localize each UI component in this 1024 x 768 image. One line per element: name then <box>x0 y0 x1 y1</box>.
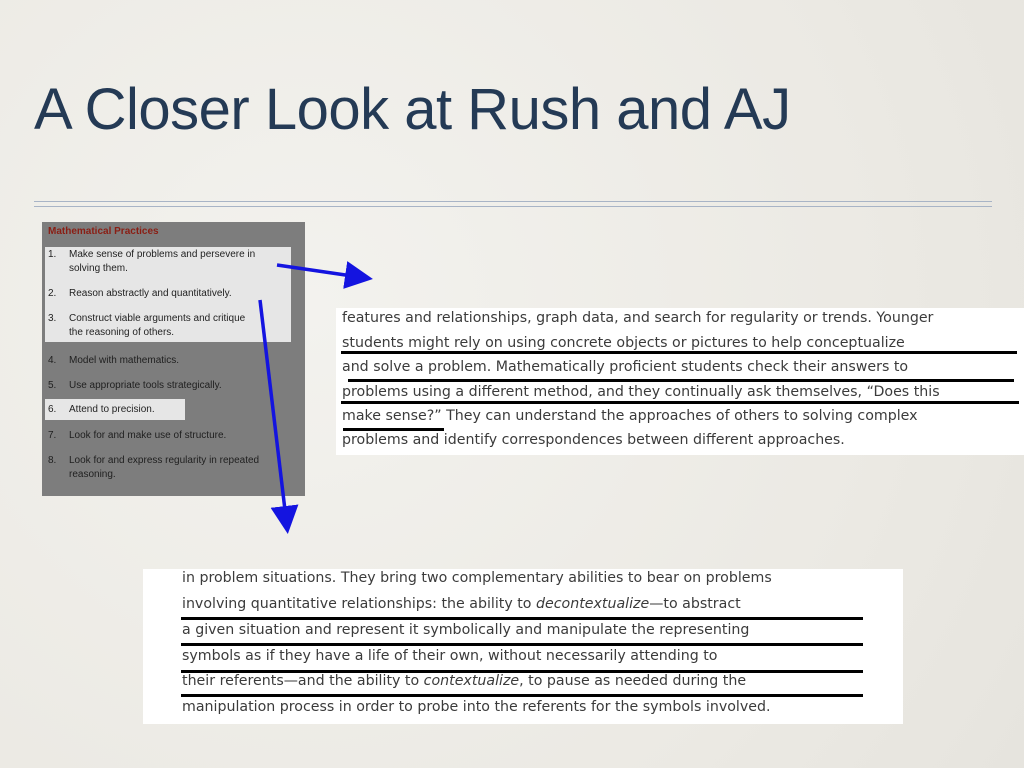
slide-title: A Closer Look at Rush and AJ <box>34 77 791 142</box>
practice-number: 2. <box>48 288 57 299</box>
practice-text-line: Look for and express regularity in repeated <box>69 455 260 466</box>
arrow-to-excerpt-2 <box>260 300 287 527</box>
practice-text-line: Construct viable arguments and critique <box>69 313 246 324</box>
practices-heading: Mathematical Practices <box>48 226 159 237</box>
practice-number: 1. <box>48 249 57 260</box>
excerpt-italic-term: decontextualize <box>536 596 650 612</box>
excerpt-line: make sense?” They can understand the approaches of others to solving complex <box>342 408 918 424</box>
practice-text-line: Make sense of problems and persevere in <box>69 249 256 260</box>
practice-number: 4. <box>48 355 57 366</box>
practice-number: 6. <box>48 404 57 415</box>
excerpt-line: symbols as if they have a life of their own, without necessarily attending to <box>182 648 718 664</box>
excerpt-line: in problem situations. They bring two complementary abilities to bear on problems <box>182 570 772 586</box>
practice-text-line: reasoning. <box>69 469 116 480</box>
excerpt-text: their referents—and the ability to <box>182 673 424 689</box>
practice-number: 3. <box>48 313 57 324</box>
excerpt-text: —to abstract <box>649 596 741 612</box>
practice-text-line: Use appropriate tools strategically. <box>69 380 222 391</box>
excerpt-line: and solve a problem. Mathematically proficient students check their answers to <box>342 359 909 375</box>
practice-number: 7. <box>48 430 57 441</box>
excerpt-line: manipulation process in order to probe into the referents for the symbols involved. <box>182 699 771 715</box>
practice-number: 8. <box>48 455 57 466</box>
practice-text-line: solving them. <box>69 263 128 274</box>
practice-text-line: Model with mathematics. <box>69 355 180 366</box>
excerpt-italic-term: contextualize <box>423 673 520 689</box>
excerpt-line: a given situation and represent it symbolically and manipulate the representing <box>182 622 750 638</box>
excerpt-line: problems using a different method, and they continually ask themselves, “Does this <box>342 384 940 400</box>
practice-text-line: the reasoning of others. <box>69 327 175 338</box>
practice-text-line: Reason abstractly and quantitatively. <box>69 288 232 299</box>
arrow-to-excerpt-1 <box>277 265 366 278</box>
excerpt-line: features and relationships, graph data, and search for regularity or trends. Younger <box>342 310 934 326</box>
excerpt-text: , to pause as needed during the <box>519 673 747 689</box>
practice-text-line: Attend to precision. <box>69 404 155 415</box>
excerpt-line: students might rely on using concrete objects or pictures to help conceptualize <box>342 335 905 351</box>
practice-number: 5. <box>48 380 57 391</box>
excerpt-text: involving quantitative relationships: the ability to <box>182 596 536 612</box>
practice-text-line: Look for and make use of structure. <box>69 430 227 441</box>
excerpt-line: problems and identify correspondences between different approaches. <box>342 432 845 448</box>
